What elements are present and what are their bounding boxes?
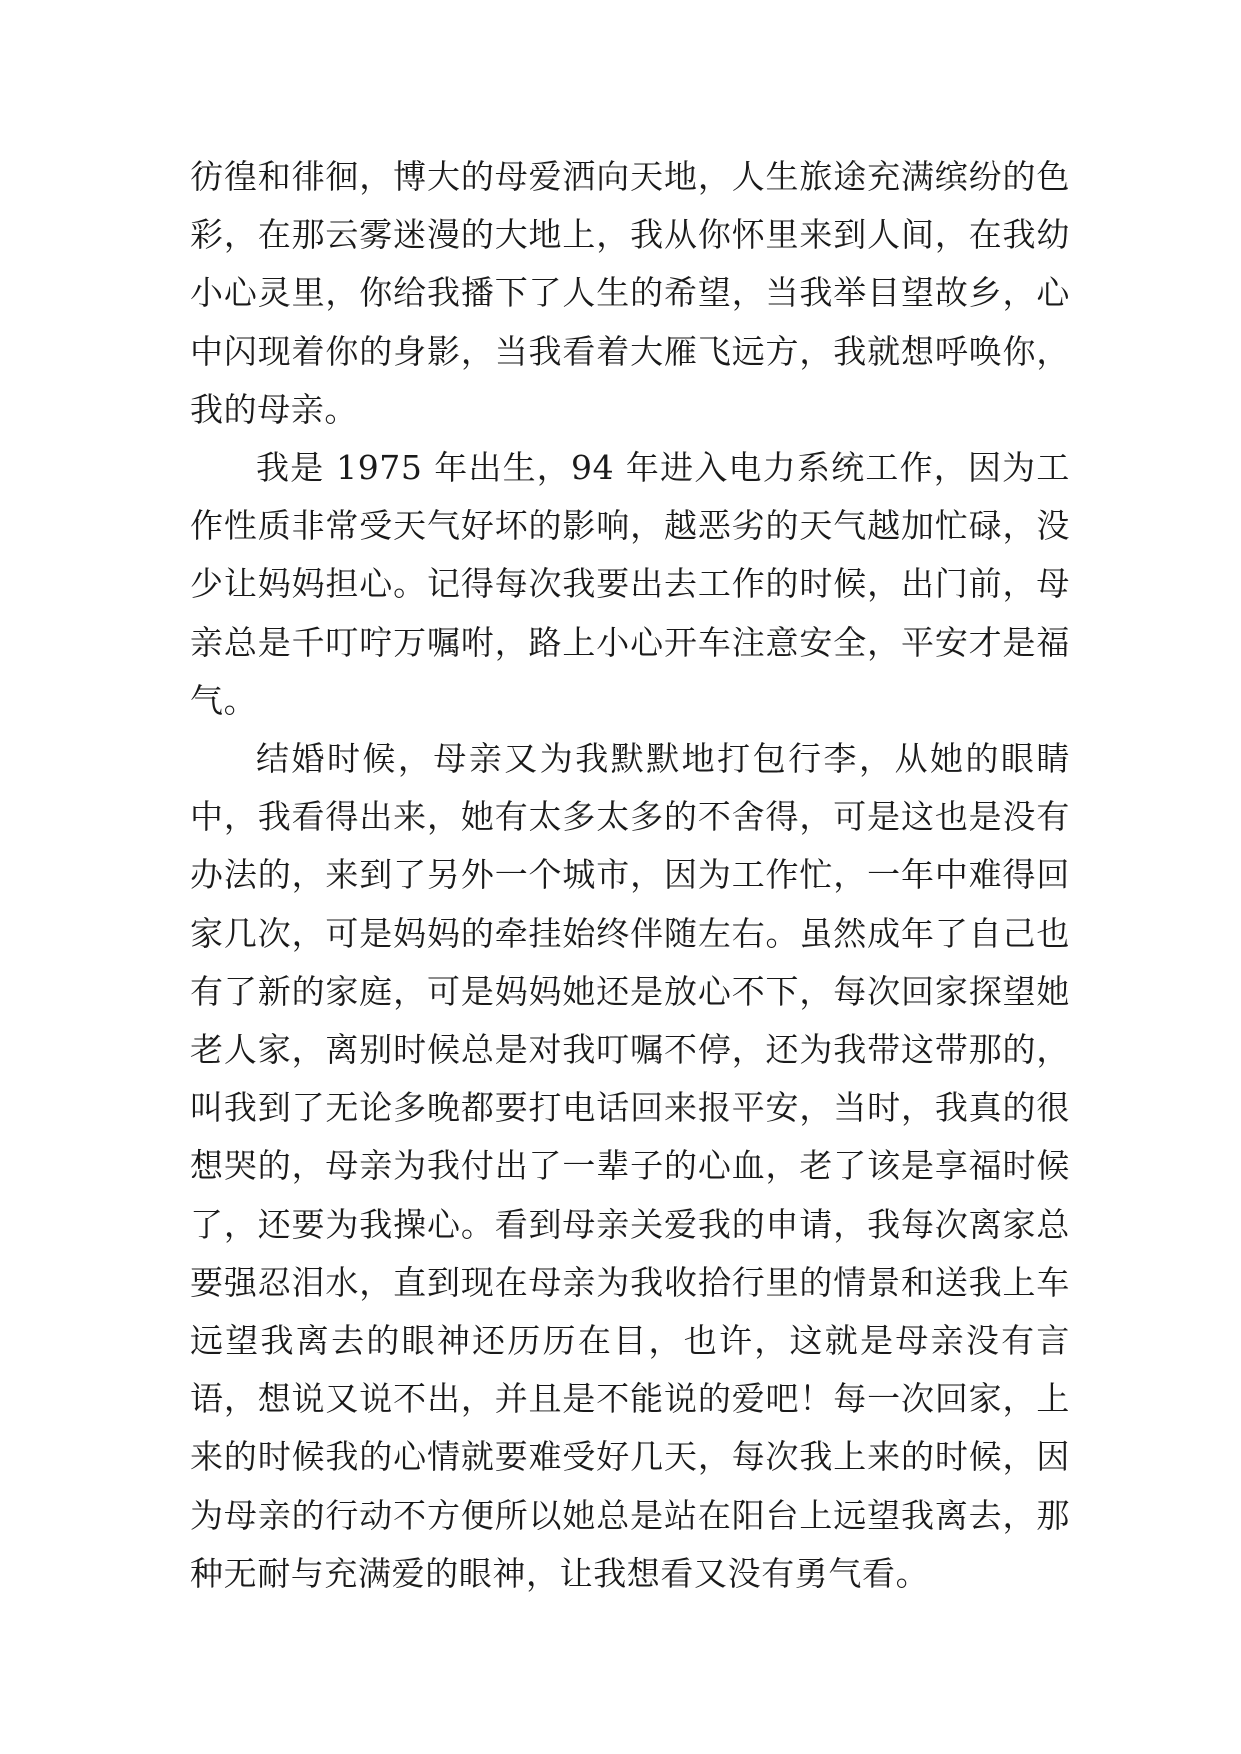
document-body bbox=[190, 148, 1070, 1603]
paragraph-birth-and-work: 我是 1975 年出生，94 年进入电力系统工作，因为工作性质非常受天气好坏的影响，越恶劣的天气越加忙碌，没少让妈妈担心。记得每次我要出去工作的时候，出门前，母亲总是千叮咛万嘱咐，路上小心开车注意安全，平安才是福气。 bbox=[190, 448, 1070, 720]
paragraph-marriage-and-mother: 结婚时候，母亲又为我默默地打包行李，从她的眼睛中，我看得出来，她有太多太多的不舍得，可是这也是没有办法的，来到了另外一个城市，因为工作忙，一年中难得回家几次，可是妈妈的牵挂始终伴随左右。虽然成年了自己也有了新的家庭，可是妈妈她还是放心不下，每次回家探望她老人家，离别时候总是对我叮嘱不停，还为我带这带那的，叫我到了无论多晚都要打电话回来报平安，当时，我真的很想哭的，母亲为我付出了一辈子的心血，老了该是享福时候了，还要为我操心。看到母亲关爱我的申请，我每次离家总要强忍泪水，直到现在母亲为我收拾行里的情景和送我上车远望我离去的眼神还历历在目，也许，这就是母亲没有言语，想说又说不出，并且是不能说的爱吧！每一次回家，上来的时候我的心情就要难受好几天，每次我上来的时候，因为母亲的行动不方便所以她总是站在阳台上远望我离去，那种无耐与充满爱的眼神，让我想看又没有勇气看。 bbox=[190, 739, 1070, 1593]
paragraph-continuation: 彷徨和徘徊，博大的母爱洒向天地，人生旅途充满缤纷的色彩，在那云雾迷漫的大地上，我从你怀里来到人间，在我幼小心灵里，你给我播下了人生的希望，当我举目望故乡，心中闪现着你的身影，当我看着大雁飞远方，我就想呼唤你，我的母亲。 bbox=[190, 157, 1070, 429]
